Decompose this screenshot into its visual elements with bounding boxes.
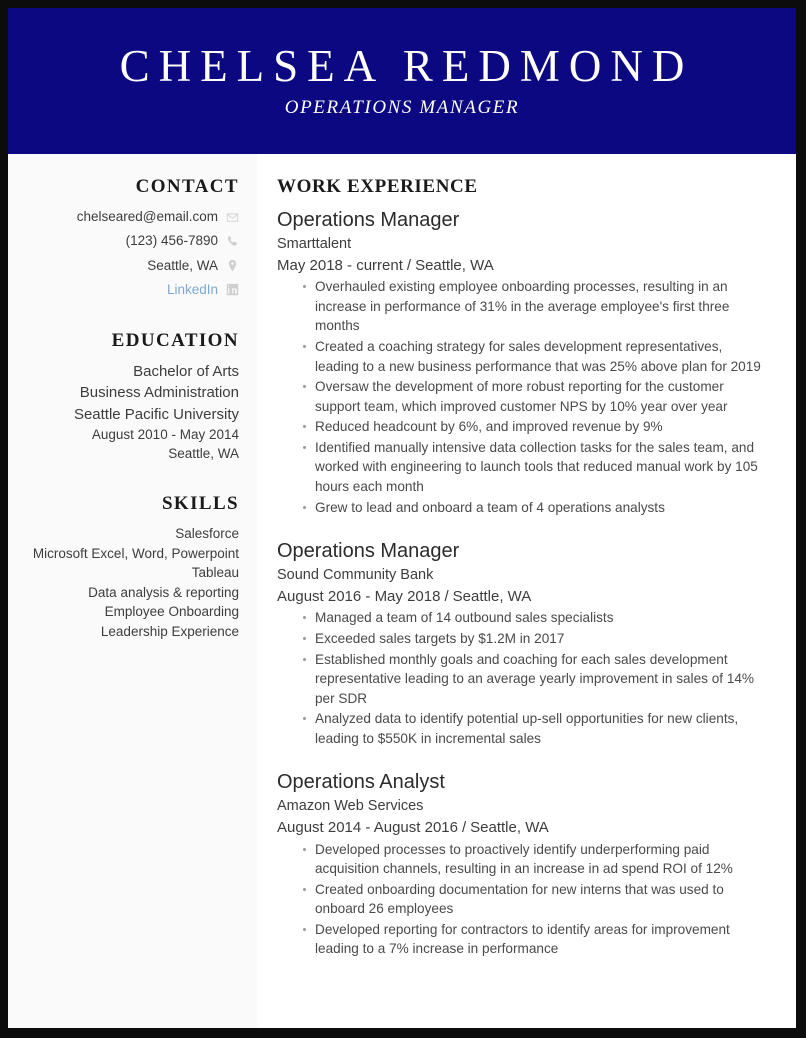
contact-phone-text: (123) 456-7890	[125, 233, 218, 249]
job-meta-separator: /	[461, 818, 467, 836]
contact-item-phone[interactable]	[18, 231, 239, 251]
list-item: Data analysis & reporting	[88, 584, 239, 600]
education-location: Seattle, WA	[168, 446, 239, 462]
list-item: Employee Onboarding	[104, 604, 239, 620]
frame-border-top	[0, 0, 806, 8]
resume-body	[8, 154, 796, 1028]
job-bullet-list	[277, 608, 766, 748]
job-entry	[277, 770, 766, 959]
frame-border-right	[796, 0, 806, 1038]
list-item: Established monthly goals and coaching for each sales development representative leading to an average yearly improvement in sales of 14% per SDR	[315, 650, 766, 709]
list-item: Reduced headcount by 6%, and improved revenue by 9%	[315, 417, 766, 437]
contact-email-text: chelseared@email.com	[76, 209, 218, 224]
list-item: Created a coaching strategy for sales development representatives, leading to a new business performance that was 25% above plan for 2019	[315, 337, 766, 376]
list-item: Created onboarding documentation for new interns that was used to onboard 26 employees	[315, 880, 766, 919]
job-company: Amazon Web Services	[277, 798, 424, 815]
work-experience-section	[257, 154, 796, 1028]
job-bullet-list	[277, 277, 766, 517]
work-experience-heading: WORK EXPERIENCE	[277, 176, 478, 197]
job-location: Seattle, WA	[452, 587, 532, 605]
location-pin-icon	[226, 259, 239, 272]
education-section	[18, 330, 239, 463]
job-role: Operations Analyst	[277, 771, 445, 794]
list-item: Leadership Experience	[100, 624, 239, 640]
contact-location-text: Seattle, WA	[147, 257, 218, 273]
job-bullet-list	[277, 840, 766, 959]
candidate-job-title: OPERATIONS MANAGER	[284, 96, 520, 118]
resume-document	[8, 8, 796, 1028]
contact-linkedin-link[interactable]: LinkedIn	[166, 281, 218, 297]
job-role: Operations Manager	[277, 209, 460, 231]
contact-item-email[interactable]	[18, 207, 239, 227]
job-dates: May 2018 - current	[277, 256, 403, 274]
list-item: Managed a team of 14 outbound sales specialists	[315, 608, 766, 628]
job-meta-separator: /	[444, 587, 449, 605]
list-item: Salesforce	[175, 526, 239, 542]
education-heading: EDUCATION	[111, 330, 239, 351]
job-role: Operations Manager	[277, 540, 460, 563]
candidate-name: CHELSEA REDMOND	[119, 41, 694, 92]
job-dates: August 2014 - August 2016	[277, 818, 458, 836]
contact-item-location[interactable]	[18, 256, 239, 276]
job-entry	[277, 208, 766, 517]
resume-header-band	[8, 8, 796, 154]
list-item: Analyzed data to identify potential up-sell opportunities for new clients, leading to $550K in incremental sales	[315, 709, 766, 748]
education-dates: August 2010 - May 2014	[91, 426, 239, 442]
job-dates: August 2016 - May 2018	[277, 587, 441, 605]
phone-icon	[226, 235, 239, 248]
job-location: Seattle, WA	[470, 818, 549, 836]
job-meta-separator: /	[406, 256, 412, 274]
contact-heading: CONTACT	[135, 176, 239, 197]
list-item: Developed processes to proactively identify underperforming paid acquisition channels, resulting in an increase in ad spend ROI of 12%	[315, 840, 766, 879]
job-meta	[277, 817, 766, 839]
education-degree: Bachelor of Arts	[133, 363, 239, 380]
list-item: Identified manually intensive data collection tasks for the sales team, and worked with engineering to launch tools that reduced manual work by 105 hours each month	[315, 438, 766, 497]
linkedin-icon	[226, 283, 239, 296]
list-item: Oversaw the development of more robust reporting for the customer support team, which improved customer NPS by 10% year over year	[315, 377, 766, 416]
list-item: Developed reporting for contractors to identify areas for improvement leading to a 7% increase in performance	[315, 920, 766, 959]
job-company: Sound Community Bank	[277, 567, 434, 584]
job-location: Seattle, WA	[415, 256, 494, 274]
list-item: Microsoft Excel, Word, Powerpoint	[32, 545, 239, 561]
job-meta	[277, 255, 766, 277]
contact-section	[18, 176, 239, 300]
job-company: Smarttalent	[277, 236, 352, 252]
education-school: Seattle Pacific University	[73, 405, 239, 423]
contact-list	[18, 207, 239, 300]
job-meta	[277, 586, 766, 608]
frame-border-left	[0, 0, 8, 1038]
education-field: Business Administration	[79, 384, 239, 402]
list-item: Overhauled existing employee onboarding processes, resulting in an increase in performance of 31% in the average employee's first three months	[315, 277, 766, 336]
skills-section	[18, 493, 239, 641]
envelope-icon	[226, 211, 239, 224]
job-entry	[277, 539, 766, 748]
skills-heading: SKILLS	[161, 493, 239, 515]
contact-item-linkedin[interactable]	[18, 280, 239, 300]
sidebar	[8, 154, 257, 1028]
list-item: Grew to lead and onboard a team of 4 operations analysts	[315, 498, 766, 518]
list-item: Exceeded sales targets by $1.2M in 2017	[315, 629, 766, 649]
list-item: Tableau	[191, 565, 239, 581]
